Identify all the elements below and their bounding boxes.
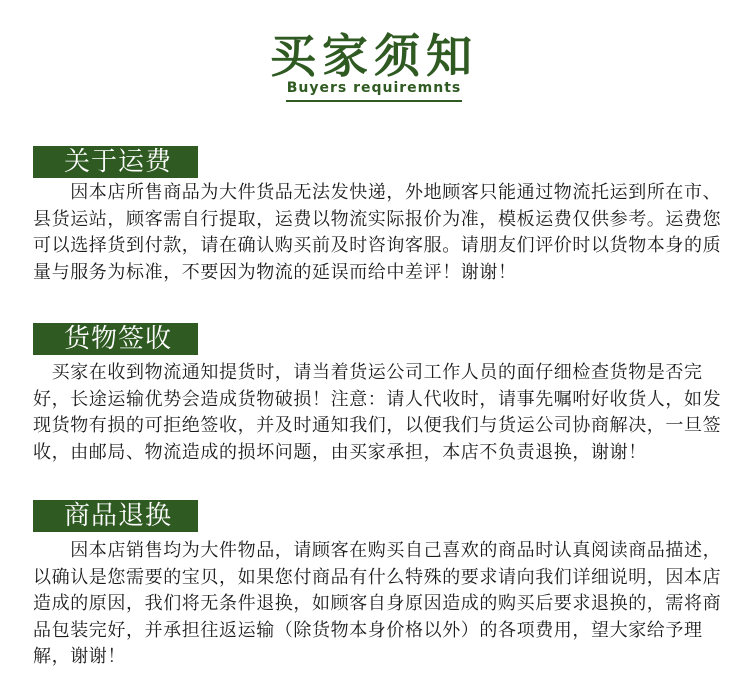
section-heading-shipping: 关于运费	[64, 147, 173, 177]
section-body-returns: 因本店销售均为大件物品，请顾客在购买自己喜欢的商品时认真阅读商品描述，以确认是您需要的宝贝，如果您付商品有什么特殊的要求请向我们详细说明，因本店造成的原因，我们将无条件退换，如顾客自身原因造成的购买后要求退换的，需将商品包装完好，并承担往返运输（除货物本身价格以外）的各项费用，望大家给予理解，谢谢！	[33, 540, 722, 667]
section-body-shipping: 因本店所售商品为大件货品无法发快递，外地顾客只能通过物流托运到所在市、县货运站，顾客需自行提取，运费以物流实际报价为准，模板运费仅供参考。运费您可以选择货到付款，请在确认购买前及时咨询客服。请朋友们评价时以货物本身的质量与服务为标准，不要因为物流的延误而给中差评！谢谢！	[33, 182, 722, 283]
title-underline	[286, 100, 462, 102]
page-subtitle: Buyers requiremnts	[286, 80, 462, 96]
section-heading-returns: 商品退换	[64, 501, 173, 531]
section-heading-receipt: 货物签收	[64, 324, 173, 354]
page-title: 买家须知	[270, 29, 478, 83]
section-body-receipt: 买家在收到物流通知提货时，请当着货运公司工作人员的面仔细检查货物是否完好，长途运输优势会造成货物破损！注意：请人代收时，请事先嘱咐好收货人，如发现货物有损的可拒绝签收，并及时通知我们，以便我们与货运公司协商解决，一旦签收，由邮局、物流造成的损坏问题，由买家承担，本店不负责退换，谢谢！	[33, 362, 722, 463]
